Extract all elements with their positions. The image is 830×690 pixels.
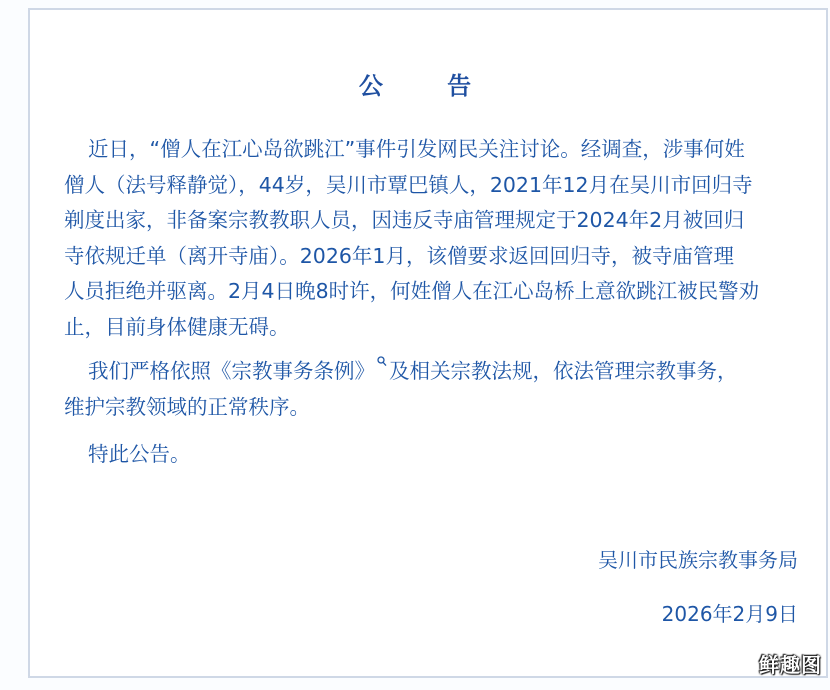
paragraph-2-line-1-rest: 及相关宗教法规，依法管理宗教事务， xyxy=(389,359,738,383)
regulation-reference: 我们严格依照《宗教事务条例》 xyxy=(88,359,375,383)
paragraph-1-line-4: 寺依规迁单（离开寺庙）。2026年1月，该僧要求返回回归寺，被寺庙管理 xyxy=(64,243,734,268)
paragraph-1-line-3: 剃度出家，非备案宗教教职人员，因违反寺庙管理规定于2024年2月被回归 xyxy=(64,208,745,232)
issue-date: 2026年2月9日 xyxy=(661,602,798,626)
watermark: 鲜趣图 xyxy=(759,653,822,677)
paragraph-2-line-1 xyxy=(88,354,804,390)
paragraph-1-line-2: 僧人（法号释静觉），44岁，吴川市覃巴镇人，2021年12月在吴川市回归寺 xyxy=(64,172,753,197)
notice-paragraph-2 xyxy=(64,354,804,425)
paragraph-1-line-1: 近日，“僧人在江心岛欲跳江”事件引发网民关注讨论。经调查，涉事何姓 xyxy=(88,137,745,161)
paragraph-1-line-6: 止，目前身体健康无碍。 xyxy=(64,314,290,339)
notice-title: 公 告 xyxy=(358,72,500,100)
issuer-signature: 吴川市民族宗教事务局 xyxy=(598,548,798,572)
paragraph-1-line-5: 人员拒绝并驱离。2月4日晚8时许，何姓僧人在江心岛桥上意欲跳江被民警劝 xyxy=(64,279,760,303)
search-icon[interactable] xyxy=(377,354,387,368)
notice-paragraph-3: 特此公告。 xyxy=(88,442,191,466)
notice-paragraph-1 xyxy=(64,132,804,345)
paragraph-2-line-2: 维护宗教领域的正常秩序。 xyxy=(64,394,310,419)
